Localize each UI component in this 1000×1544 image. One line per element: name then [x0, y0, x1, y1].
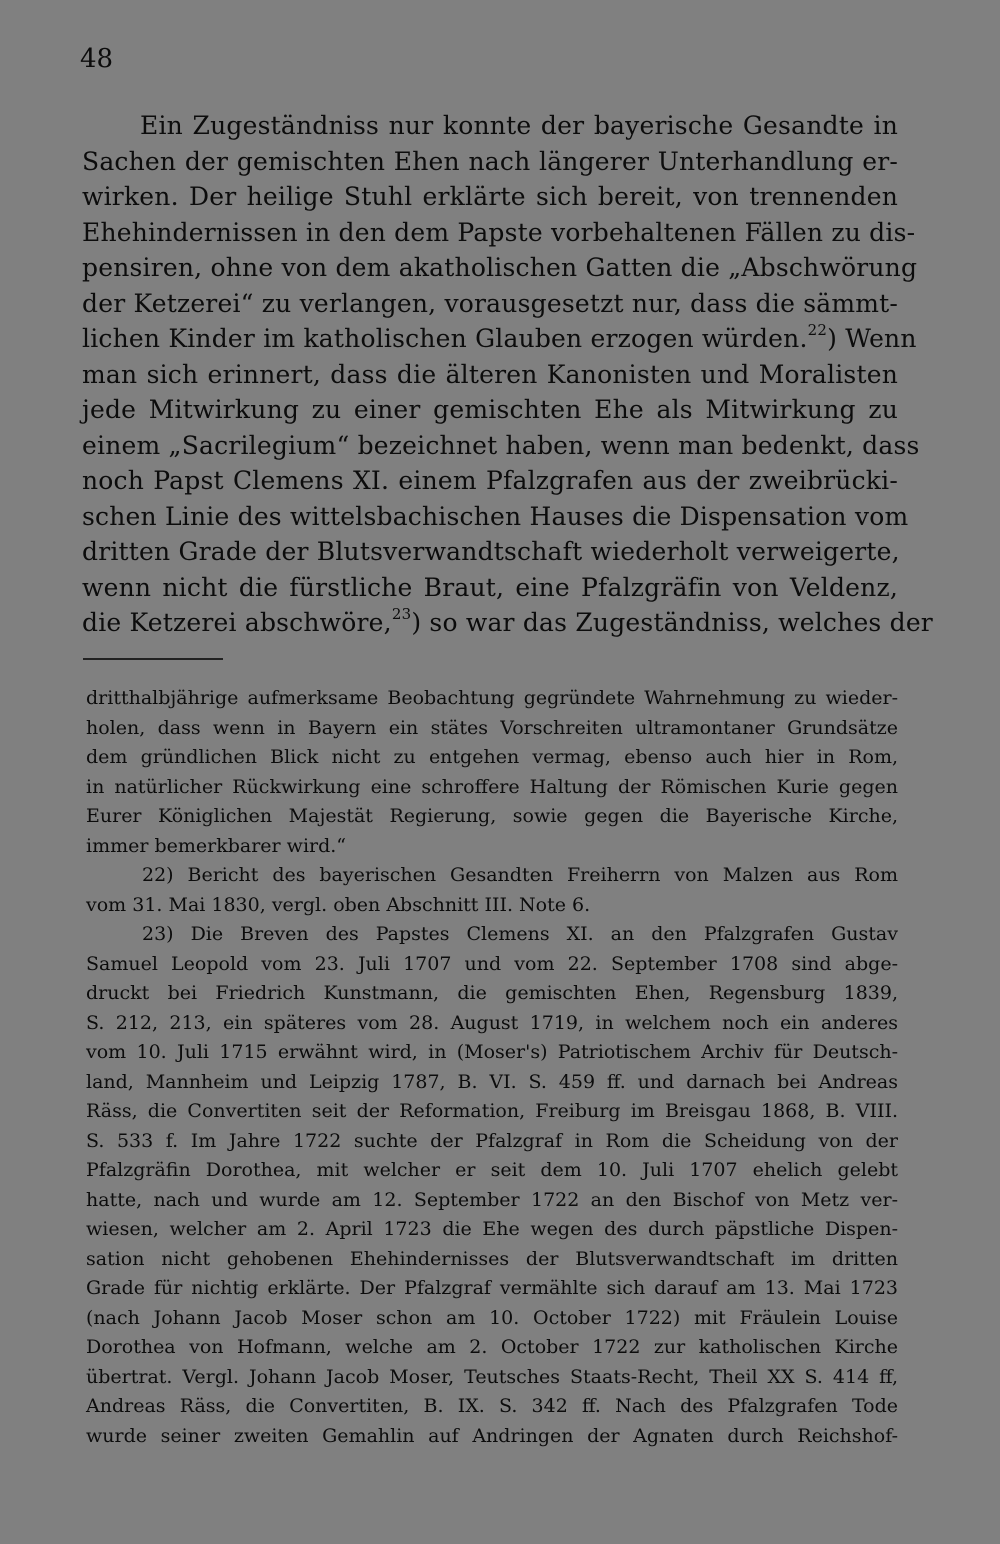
main-text-segment: ) Wenn	[827, 324, 917, 353]
footnote-23-line: Andreas Räss, die Convertiten, B. IX. S. 342 ff. Nach des Pfalzgrafen Tode	[86, 1395, 898, 1417]
footnote-separator	[83, 658, 223, 660]
main-text-line: dritten Grade der Blutsverwandtschaft wiederholt verweigerte,	[82, 537, 900, 566]
main-text-segment: lichen Kinder im katholischen Glauben erzogen würden.	[82, 324, 808, 353]
footnote-23-line: S. 533 f. Im Jahre 1722 suchte der Pfalzgraf in Rom die Scheidung von der	[86, 1129, 898, 1152]
footnote-23-line: wurde seiner zweiten Gemahlin auf Andringen der Agnaten durch Reichshof-	[86, 1424, 898, 1447]
main-text-line: wirken. Der heilige Stuhl erklärte sich bereit, von trennenden	[82, 182, 898, 211]
footnote-23-line: Samuel Leopold vom 23. Juli 1707 und vom 22. September 1708 sind abge-	[86, 952, 898, 975]
footnote-line: Eurer Königlichen Majestät Regierung, sowie gegen die Bayerische Kirche,	[86, 805, 898, 827]
footnote-ref-23: 23	[391, 604, 412, 623]
main-text-segment: ) so war das Zugeständniss, welches der	[411, 608, 933, 637]
main-text-line: Sachen der gemischten Ehen nach längerer Unterhandlung er-	[82, 146, 898, 176]
footnote-line: holen, dass wenn in Bayern ein stätes Vorschreiten ultramontaner Grundsätze	[86, 716, 898, 739]
footnote-line: in natürlicher Rückwirkung eine schroffere Haltung der Römischen Kurie gegen	[86, 775, 898, 798]
footnote-23-line: Räss, die Convertiten seit der Reformation, Freiburg im Breisgau 1868, B. VIII.	[86, 1100, 898, 1122]
footnote-23-line: wiesen, welcher am 2. April 1723 die Ehe wegen des durch päpstliche Dispen-	[86, 1218, 898, 1240]
main-text-line: Ein Zugeständniss nur konnte der bayerische Gesandte in	[140, 111, 898, 140]
footnote-23-line: übertrat. Vergl. Johann Jacob Moser, Teutsches Staats-Recht, Theil XX S. 414 ff,	[86, 1365, 898, 1388]
footnotes	[86, 684, 898, 1451]
main-text-line: man sich erinnert, dass die älteren Kanonisten und Moralisten	[82, 359, 898, 389]
main-text-line	[82, 604, 933, 641]
footnote-22-line: vom 31. Mai 1830, vergl. oben Abschnitt III. Note 6.	[86, 893, 591, 916]
footnote-22-line: 22) Bericht des bayerischen Gesandten Freiherrn von Malzen aus Rom	[142, 864, 898, 886]
main-text-line: der Ketzerei“ zu verlangen, vorausgesetzt nur, dass die sämmt-	[82, 288, 899, 318]
main-text-line: schen Linie des wittelsbachischen Hauses die Dispensation vom	[82, 501, 909, 531]
footnote-line: immer bemerkbarer wird.“	[86, 834, 347, 857]
main-text-line: wenn nicht die fürstliche Braut, eine Pfalzgräfin von Veldenz,	[82, 572, 898, 602]
footnote-line: dritthalbjährige aufmerksame Beobachtung gegründete Wahrnehmung zu wieder-	[86, 687, 898, 709]
footnote-23-line: vom 10. Juli 1715 erwähnt wird, in (Moser's) Patriotischem Archiv für Deutsch-	[86, 1041, 898, 1063]
footnote-23-line: 23) Die Breven des Papstes Clemens XI. an den Pfalzgrafen Gustav	[142, 923, 898, 945]
footnote-23-line: Dorothea von Hofmann, welche am 2. October 1722 zur katholischen Kirche	[86, 1336, 898, 1358]
main-text-segment: die Ketzerei abschwöre,	[82, 608, 392, 637]
main-text-line: pensiren, ohne von dem akatholischen Gatten die „Abschwörung	[82, 253, 918, 282]
main-text	[82, 108, 933, 641]
footnote-23-line: hatte, nach und wurde am 12. September 1722 an den Bischof von Metz ver-	[86, 1188, 898, 1211]
main-text-line: einem „Sacrilegium“ bezeichnet haben, wenn man bedenkt, dass	[82, 430, 920, 460]
main-text-line	[82, 320, 917, 357]
footnote-23-line: Pfalzgräfin Dorothea, mit welcher er seit dem 10. Juli 1707 ehelich gelebt	[86, 1159, 898, 1181]
footnote-23-line: land, Mannheim und Leipzig 1787, B. VI. S. 459 ff. und darnach bei Andreas	[86, 1070, 898, 1093]
footnote-line: dem gründlichen Blick nicht zu entgehen vermag, ebenso auch hier in Rom,	[86, 746, 898, 768]
footnote-23-line: sation nicht gehobenen Ehehindernisses der Blutsverwandtschaft im dritten	[86, 1247, 898, 1270]
footnote-23-line: Grade für nichtig erklärte. Der Pfalzgraf vermählte sich darauf am 13. Mai 1723	[86, 1277, 898, 1299]
footnote-23-line: S. 212, 213, ein späteres vom 28. August 1719, in welchem noch ein anderes	[86, 1011, 898, 1034]
footnote-23-line: druckt bei Friedrich Kunstmann, die gemischten Ehen, Regensburg 1839,	[86, 982, 898, 1004]
footnote-23-line: (nach Johann Jacob Moser schon am 10. October 1722) mit Fräulein Louise	[86, 1306, 898, 1329]
main-text-line: jede Mitwirkung zu einer gemischten Ehe als Mitwirkung zu	[82, 395, 898, 424]
main-text-line: noch Papst Clemens XI. einem Pfalzgrafen aus der zweibrücki-	[82, 466, 898, 495]
main-text-line: Ehehindernissen in den dem Papste vorbehaltenen Fällen zu dis-	[82, 217, 916, 247]
footnote-ref-22: 22	[807, 320, 828, 339]
page-number: 48	[80, 44, 114, 74]
